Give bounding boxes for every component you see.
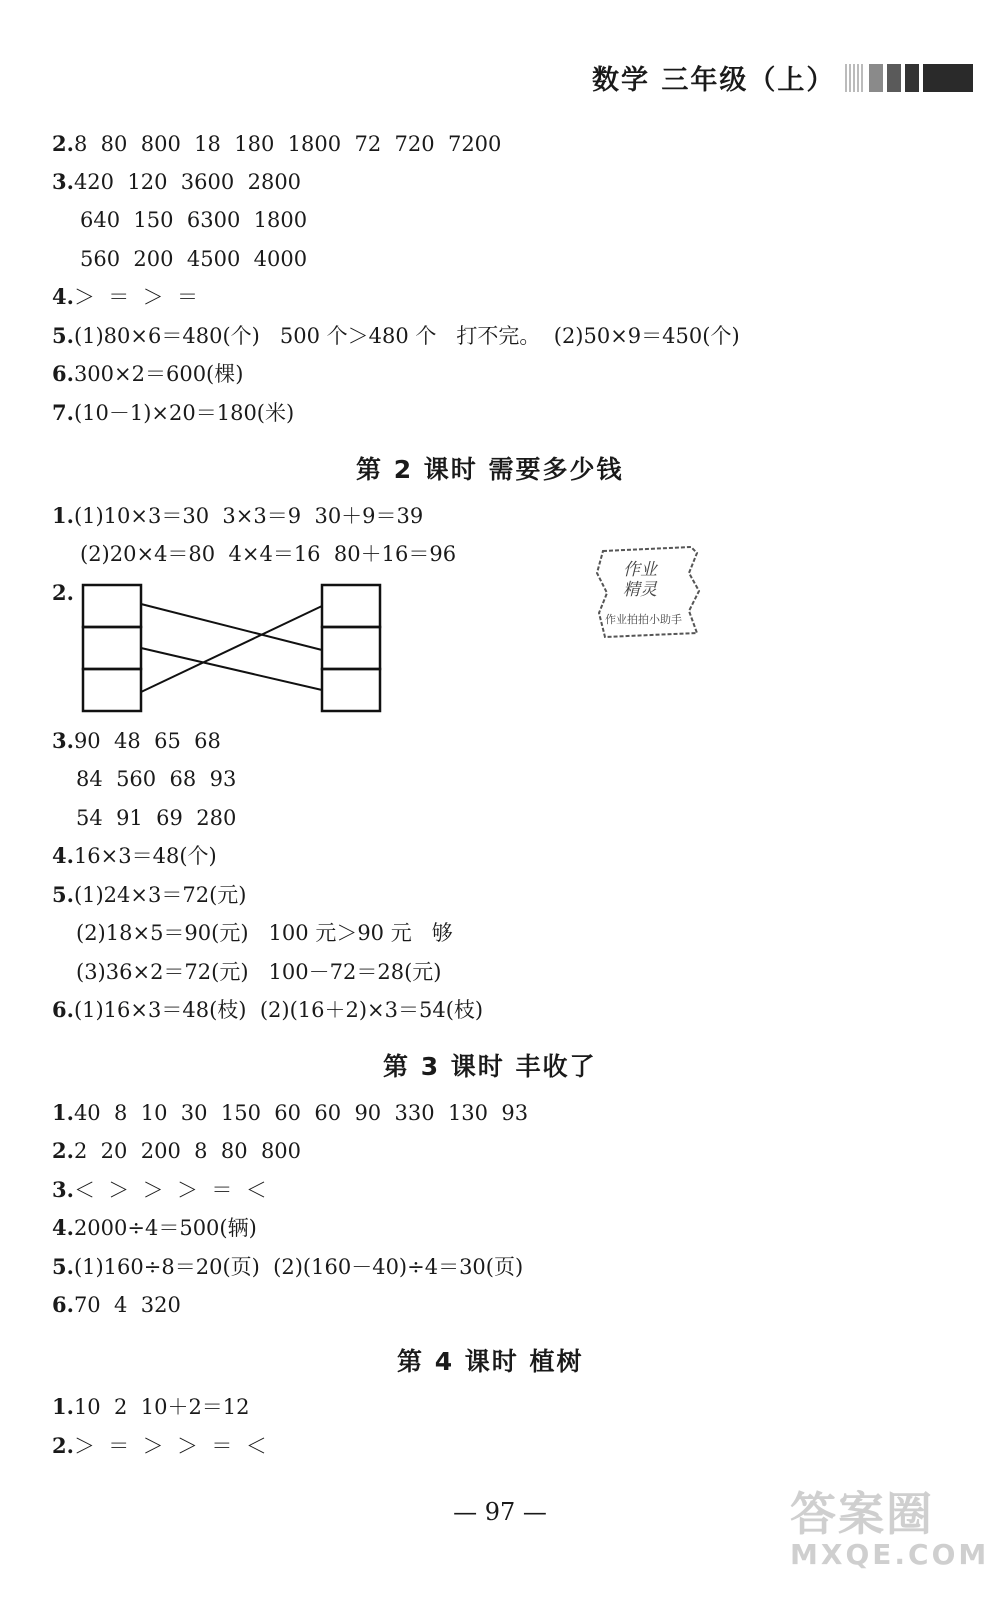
answer-line: 6.300×2＝600(棵) [52,361,244,386]
left-box-1 [83,585,141,627]
answer-line: 3.＜ ＞ ＞ ＞ ＝ ＜ [52,1177,267,1202]
right-box-2 [322,627,380,669]
answer-line: 3.90 48 65 68 [52,728,221,753]
answer-line: 54 91 69 280 [76,806,237,830]
site-watermark: 答案圈 MXQE.COM [790,1487,990,1571]
answer-line: 4.＞ ＝ ＞ ＝ [52,284,198,309]
right-box-3 [322,669,380,711]
answer-line: 2.＞ ＝ ＞ ＞ ＝ ＜ [52,1433,267,1458]
left-box-2 [83,627,141,669]
answer-line: 1.10 2 10＋2＝12 [52,1394,250,1419]
answer-line: 1.40 8 10 30 150 60 60 90 330 130 93 [52,1100,529,1125]
answer-line: (2)20×4＝80 4×4＝16 80＋16＝96 [80,542,457,566]
page-number: — 97 — [453,1498,547,1526]
left-box-3 [83,669,141,711]
answer-line: 6.70 4 320 [52,1292,181,1317]
matching-diagram [80,582,390,714]
answer-line: 2. [52,580,74,605]
answer-line: 5.(1)80×6＝480(个) 500 个＞480 个 打不完。 (2)50×9＝450(个) [52,323,740,348]
homework-stamp-logo [593,543,705,643]
section-title-lesson-4: 第 4 课时 植树 [397,1347,584,1376]
svg-text:作业: 作业 [623,560,657,580]
answer-line: 640 150 6300 1800 [80,208,308,232]
answer-line: 560 200 4500 4000 [80,247,308,271]
answer-line: 2.2 20 200 8 80 800 [52,1138,302,1163]
header-decoration-bars [845,64,973,92]
answer-line: 3.420 120 3600 2800 [52,169,302,194]
answer-line: 2.8 80 800 18 180 1800 72 720 7200 [52,131,502,156]
answer-line: 6.(1)16×3＝48(枝) (2)(16＋2)×3＝54(枝) [52,997,484,1022]
answer-line: 5.(1)24×3＝72(元) [52,882,247,907]
connector-line-1 [141,604,322,650]
connector-line-2 [141,648,322,690]
answer-line: 84 560 68 93 [76,767,237,791]
answer-line: (3)36×2＝72(元) 100－72＝28(元) [76,960,442,984]
answer-line: 5.(1)160÷8＝20(页) (2)(160－40)÷4＝30(页) [52,1254,524,1279]
answer-line: 4.2000÷4＝500(辆) [52,1215,257,1240]
connector-line-3 [141,606,322,692]
answer-line: 4.16×3＝48(个) [52,843,217,868]
right-box-1 [322,585,380,627]
svg-text:精灵: 精灵 [623,580,657,600]
answer-line: 1.(1)10×3＝30 3×3＝9 30＋9＝39 [52,503,424,528]
answer-line: 7.(10－1)×20＝180(米) [52,400,295,425]
answer-line: (2)18×5＝90(元) 100 元＞90 元 够 [76,921,453,945]
section-title-lesson-2: 第 2 课时 需要多少钱 [356,455,624,484]
header-subject: 数学 三年级（上） [592,65,836,96]
svg-text:作业拍拍小助手: 作业拍拍小助手 [605,613,682,626]
section-title-lesson-3: 第 3 课时 丰收了 [383,1052,597,1081]
